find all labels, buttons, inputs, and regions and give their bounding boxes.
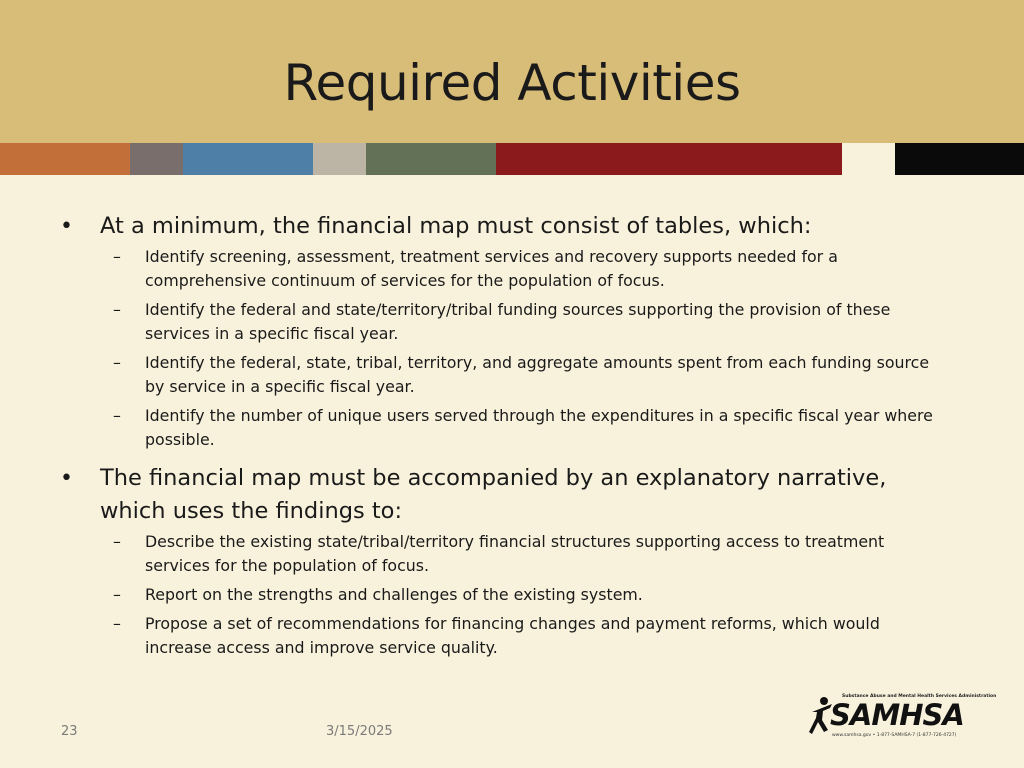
bullet-text: The financial map must be accompanied by an explanatory narrative, which uses the findings to: — [100, 465, 887, 524]
bullet-group — [0, 210, 1024, 452]
dash-icon: – — [113, 353, 121, 372]
sub-bullet-item — [113, 404, 950, 452]
sub-bullet-item — [113, 245, 950, 293]
sub-bullet-text: Describe the existing state/tribal/territory financial structures supporting access to treatment services for the population of focus. — [145, 532, 885, 575]
dash-icon: – — [113, 300, 121, 319]
bullet-icon: • — [60, 466, 73, 491]
dash-icon: – — [113, 532, 121, 551]
logo-contact: www.samhsa.gov • 1-877-SAMHSA-7 (1-877-726-4727) — [832, 733, 957, 738]
stripe-segment-tan — [313, 143, 366, 175]
stripe-segment-green — [366, 143, 496, 175]
stripe-segment-blue — [183, 143, 313, 175]
color-stripe — [0, 143, 1024, 175]
bullet-item — [60, 210, 920, 243]
sub-bullet-text: Identify screening, assessment, treatment services and recovery supports needed for a comprehensive continuum of services for the population of focus. — [145, 247, 838, 290]
bullet-icon: • — [60, 214, 73, 239]
dash-icon: – — [113, 585, 121, 604]
stripe-segment-cream — [842, 143, 895, 175]
bullet-item — [60, 462, 920, 528]
bullet-group — [0, 462, 1024, 660]
dash-icon: – — [113, 247, 121, 266]
sub-bullet-item — [113, 298, 950, 346]
samhsa-logo — [808, 690, 997, 742]
sub-bullet-text: Identify the federal, state, tribal, territory, and aggregate amounts spent from each funding source by service in a specific fiscal year. — [145, 353, 930, 396]
sub-bullet-item — [113, 583, 950, 607]
stripe-segment-red — [496, 143, 842, 175]
logo-tagline: Substance Abuse and Mental Health Services Administration — [842, 694, 997, 699]
dash-icon: – — [113, 406, 121, 425]
sub-bullet-item — [113, 530, 950, 578]
slide-date: 3/15/2025 — [326, 724, 393, 739]
sub-bullet-item — [113, 351, 950, 399]
title-banner — [0, 0, 1024, 143]
sub-bullet-text: Identify the federal and state/territory/tribal funding sources supporting the provision of these services in a specific fiscal year. — [145, 300, 891, 343]
sub-bullet-text: Identify the number of unique users served through the expenditures in a specific fiscal year where possible. — [145, 406, 933, 449]
slide-number: 23 — [61, 724, 78, 739]
logo-wordmark: SAMHSA — [830, 698, 964, 732]
stripe-segment-gray — [130, 143, 183, 175]
bullet-text: At a minimum, the financial map must consist of tables, which: — [100, 213, 812, 239]
sub-bullet-text: Report on the strengths and challenges of the existing system. — [145, 585, 643, 604]
sub-bullet-text: Propose a set of recommendations for financing changes and payment reforms, which would increase access and improve service quality. — [145, 614, 880, 657]
slide-body — [0, 210, 1024, 665]
sub-bullet-item — [113, 612, 950, 660]
stripe-segment-black — [895, 143, 1024, 175]
stripe-segment-orange — [0, 143, 130, 175]
slide-title: Required Activities — [283, 54, 741, 112]
dash-icon: – — [113, 614, 121, 633]
